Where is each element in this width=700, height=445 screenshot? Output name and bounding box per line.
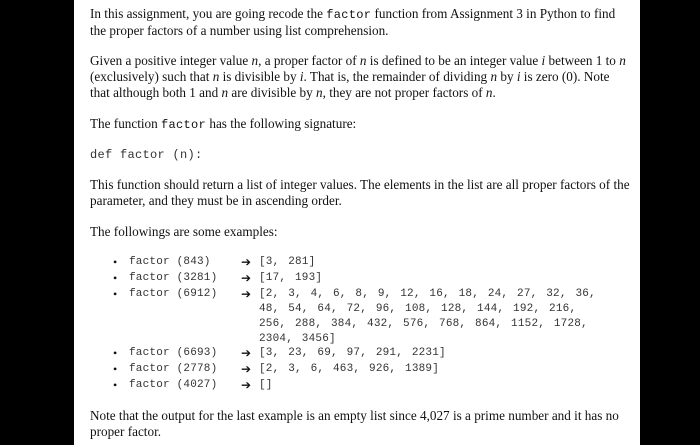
example-result: [2, 3, 4, 6, 8, 9, 12, 16, 18, 24, 27, 32, 36, 48, 54, 64, 72, 96, 108, 128, 144, 192, 216, 256, 288, 384, 432, 576, 768, 864, 1152, 1728, 2304, 3456] [259, 288, 596, 345]
signature-code: def factor (n): [90, 148, 203, 162]
var-n: n [221, 85, 229, 100]
example-call: factor (3281) [129, 272, 218, 284]
arrow-icon: ➔ [241, 362, 252, 376]
var-i: i [299, 69, 304, 84]
example-item [113, 378, 609, 393]
signature-intro-text: The function [90, 116, 162, 131]
signature-intro-text-after: has the following signature: [206, 116, 357, 131]
signature-intro [90, 116, 356, 133]
example-call: factor (6912) [129, 288, 218, 300]
var-n: n [251, 53, 259, 68]
bullet-icon: • [113, 271, 118, 285]
example-item [113, 271, 609, 286]
arrow-icon: ➔ [241, 287, 252, 301]
intro-code-factor: factor [326, 8, 372, 22]
arrow-icon: ➔ [241, 378, 252, 392]
example-call: factor (6693) [129, 347, 218, 359]
closing-note: Note that the output for the last example is an empty list since 4,027 is a prime number and it has no proper factor. [90, 408, 619, 439]
example-call: factor (843) [129, 256, 211, 268]
definition-text: between 1 to [545, 53, 620, 68]
bullet-icon: • [113, 346, 118, 360]
definition-text: is divisible by [219, 69, 300, 84]
examples-intro: The followings are some examples: [90, 224, 278, 239]
var-i: i [516, 69, 521, 84]
definition-text: Given a positive integer value [90, 53, 252, 68]
bullet-icon: • [113, 287, 118, 301]
bullet-icon: • [113, 362, 118, 376]
example-item [113, 255, 609, 270]
definition-text: (exclusively) such that [90, 69, 213, 84]
example-call: factor (2778) [129, 363, 218, 375]
var-i: i [541, 53, 546, 68]
definition-text: , a proper factor of [258, 53, 360, 68]
definition-text: , they are not proper factors of [322, 85, 486, 100]
var-n: n [619, 53, 626, 68]
var-n: n [212, 69, 220, 84]
example-item [113, 287, 609, 347]
definition-text: is defined to be an integer value [366, 53, 542, 68]
arrow-icon: ➔ [241, 255, 252, 269]
intro-paragraph [90, 6, 630, 39]
example-item [113, 346, 609, 361]
example-result: [2, 3, 6, 463, 926, 1389] [259, 363, 440, 375]
example-result: [3, 23, 69, 97, 291, 2231] [259, 347, 446, 359]
var-n: n [359, 53, 367, 68]
intro-text-after: function from Assignment 3 in Python to find the proper factors of a number using list comprehension. [90, 6, 616, 38]
definition-paragraph [90, 53, 630, 101]
bullet-icon: • [113, 378, 118, 392]
var-n: n [490, 69, 498, 84]
document-page [74, 0, 640, 445]
intro-text: In this assignment, you are going recode the [90, 6, 327, 21]
bullet-icon: • [113, 255, 118, 269]
definition-text: by [497, 69, 517, 84]
definition-text: . That is, the remainder of dividing [303, 69, 491, 84]
arrow-icon: ➔ [241, 346, 252, 360]
example-result: [] [259, 379, 273, 391]
return-description: This function should return a list of integer values. The elements in the list are all proper factors of the parameter, and they must be in ascending order. [90, 177, 630, 208]
example-call: factor (4027) [129, 379, 218, 391]
arrow-icon: ➔ [241, 271, 252, 285]
var-n: n [485, 85, 493, 100]
var-n: n [316, 85, 323, 100]
signature-intro-code: factor [161, 118, 207, 132]
example-result: [17, 193] [259, 272, 323, 284]
definition-text: . [492, 85, 496, 100]
example-result: [3, 281] [259, 256, 316, 268]
example-item [113, 362, 609, 377]
definition-text: is zero (0). Note that although both 1 and [90, 69, 610, 100]
definition-text: are divisible by [228, 85, 316, 100]
